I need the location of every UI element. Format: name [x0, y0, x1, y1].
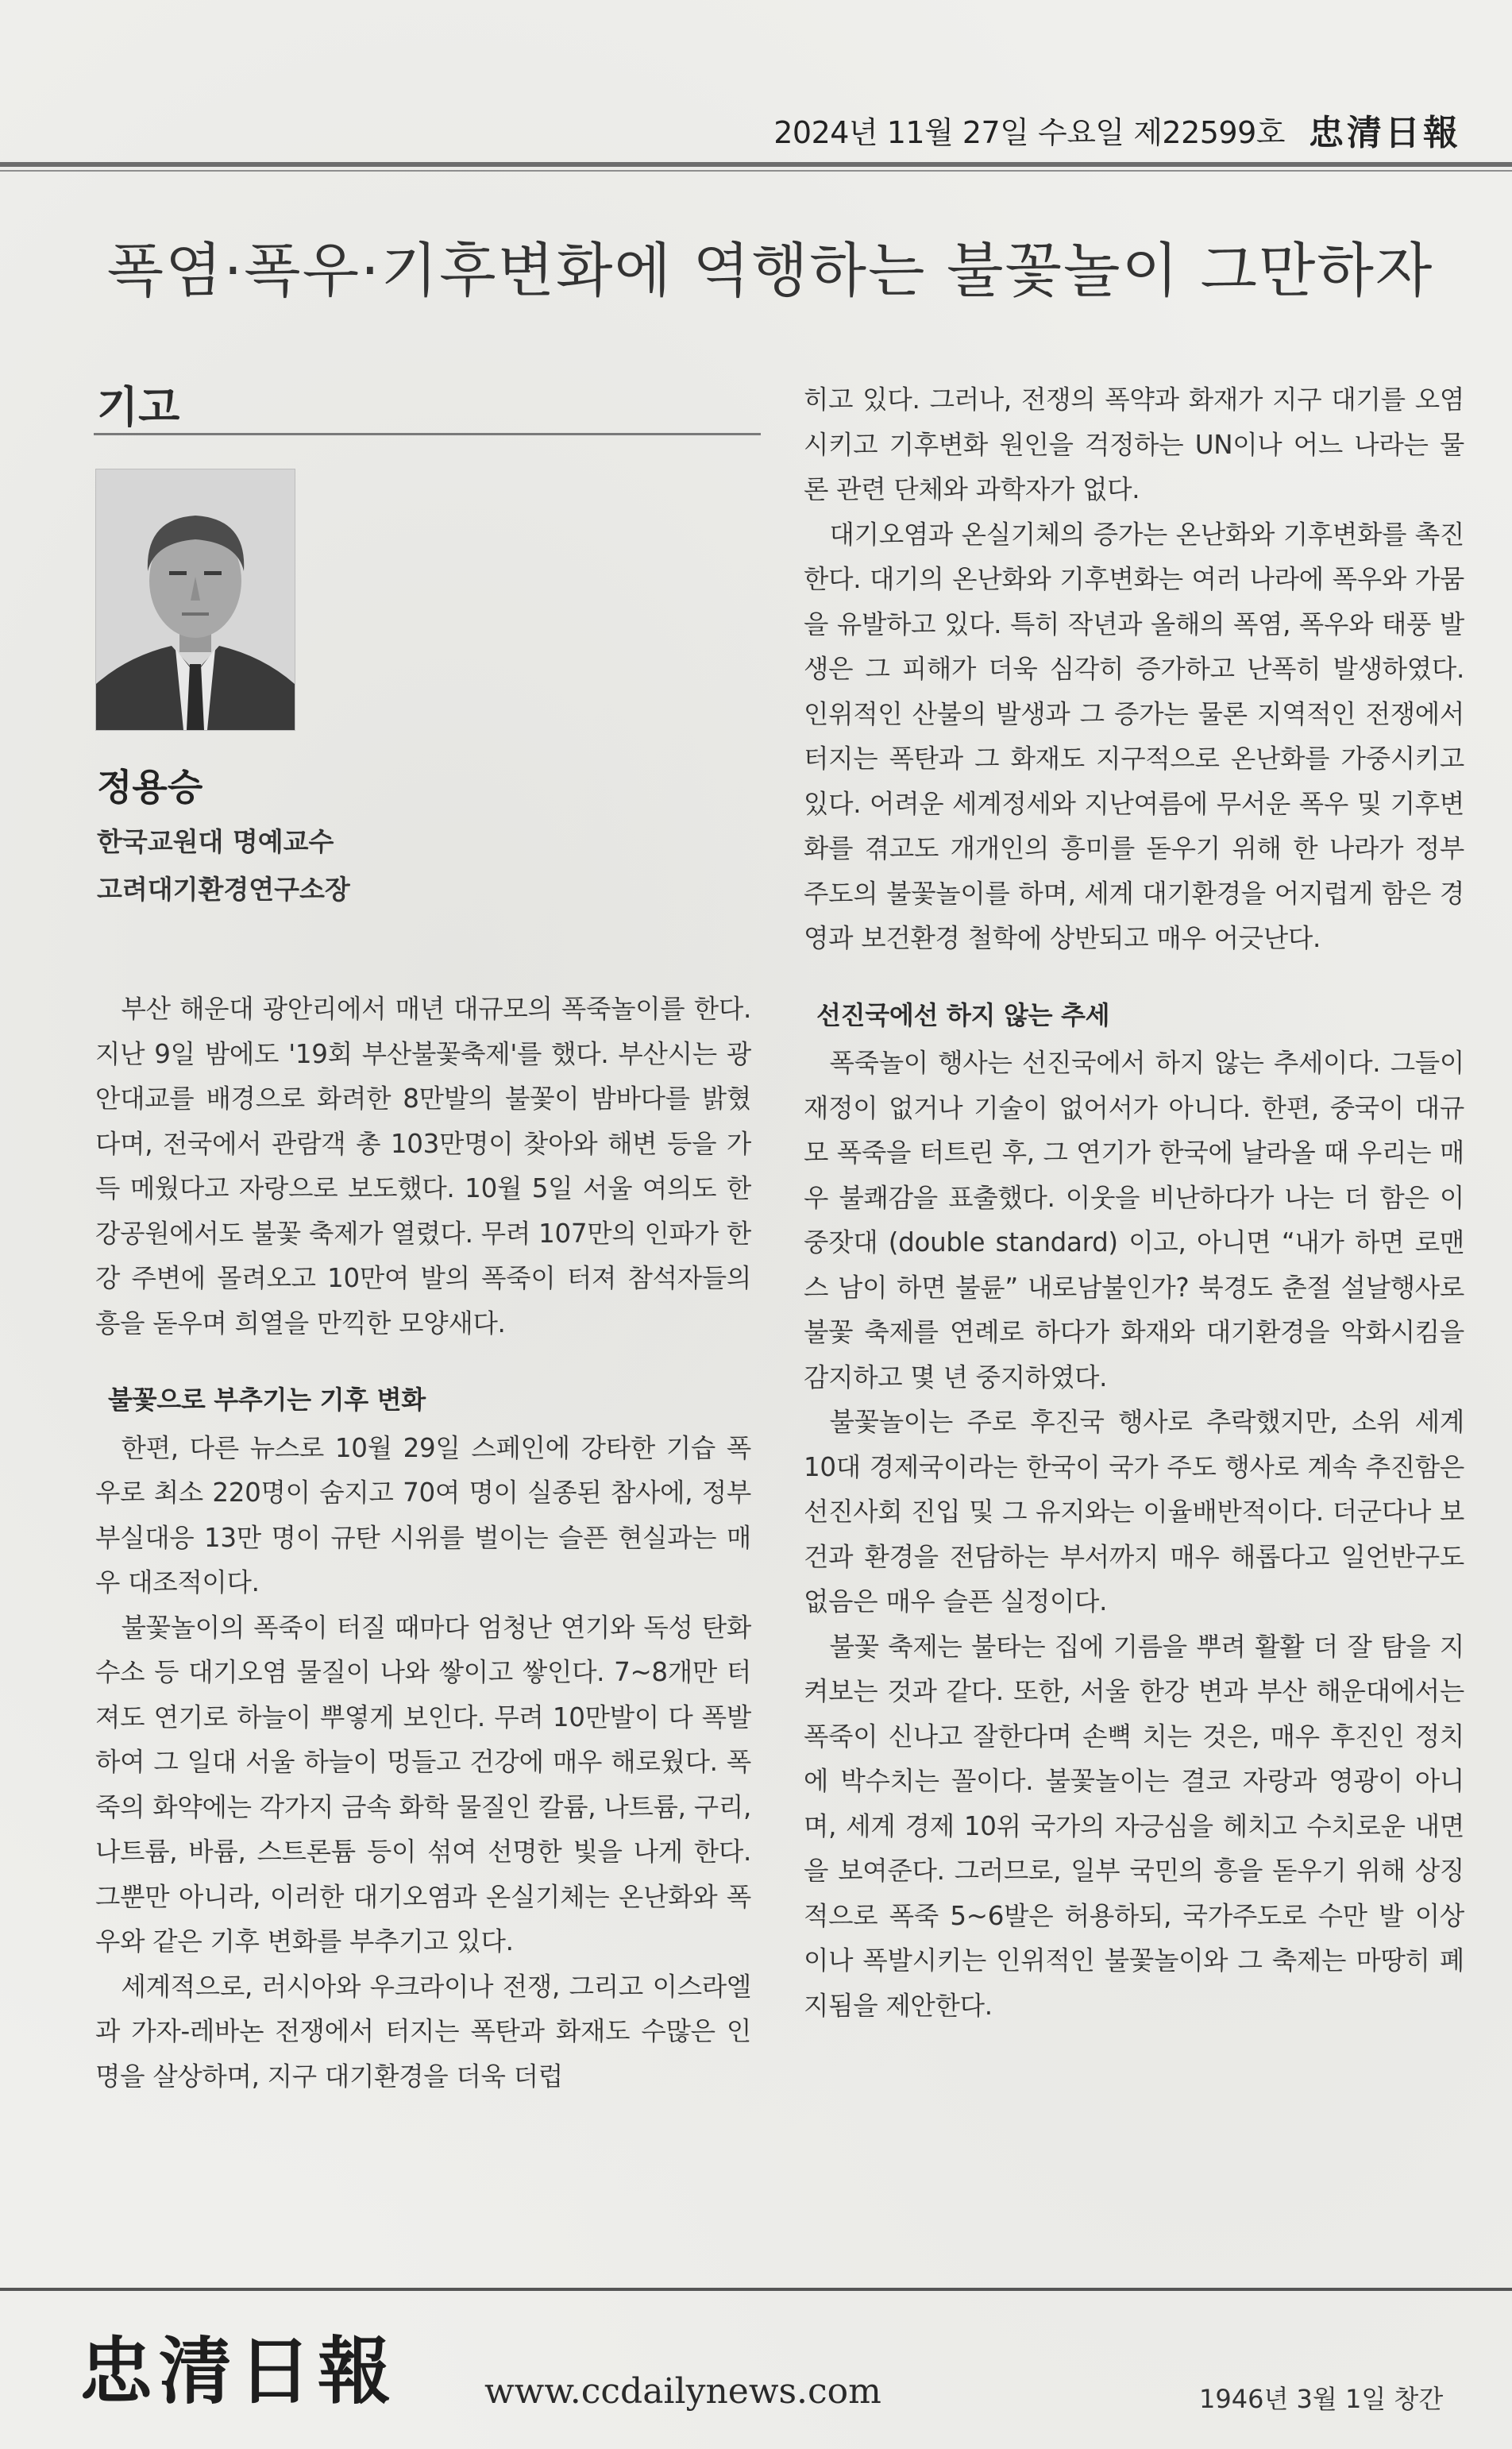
paragraph: 불꽃 축제는 불타는 집에 기름을 뿌려 활활 더 잘 탐을 지켜보는 것과 같다. 또한, 서울 한강 변과 부산 해운대에서는 폭죽이 신나고 잘한다며 손뼉 치는 것은, 매우 후진인 정치에 박수치는 꼴이다. 불꽃놀이는 결코 자랑과 영광이 아니며, 세계 경제 10위 국가의 자긍심을 헤치고 수치로운 내면을 보여준다. 그러므로, 일부 국민의 흥을 돋우기 위해 상징적으로 폭죽 5~6발은 허용하되, 국가주도로 수만 발 이상이나 폭발시키는 인위적인 불꽃놀이와 그 축제는 마땅히 폐지됨을 제안한다.: [804, 1631, 1464, 2021]
top-rule-thin: [0, 170, 1512, 172]
issue-date: 2024년 11월 27일 수요일 제22599호: [773, 114, 1285, 150]
footer-brand-logo: 忠清日報: [79, 2328, 398, 2414]
paragraph: 불꽃놀이의 폭죽이 터질 때마다 엄청난 연기와 독성 탄화수소 등 대기오염 물질이 나와 쌓이고 쌓인다. 7~8개만 터져도 연기로 하늘이 뿌옇게 보인다. 무려 10만발이 다 폭발하여 그 일대 서울 하늘이 멍들고 건강에 매우 해로웠다. 폭죽의 화약에는 각가지 금속 화학 물질인 칼륨, 나트륨, 구리, 나트륨, 바륨, 스트론튬 등이 섞여 선명한 빛을 나게 한다. 그뿐만 아니라, 이러한 대기오염과 온실기체는 온난화와 폭우와 같은 기후 변화를 부추기고 있다.: [95, 1612, 751, 1956]
paragraph: 부산 해운대 광안리에서 매년 대규모의 폭죽놀이를 한다. 지난 9일 밤에도 '19회 부산불꽃축제'를 했다. 부산시는 광안대교를 배경으로 화려한 8만발의 불꽃이 밤바다를 밝혔다며, 전국에서 관람객 총 103만명이 찾아와 해변 등을 가득 메웠다고 자랑으로 보도했다. 10월 5일 서울 여의도 한강공원에서도 불꽃 축제가 열렸다. 무려 107만의 인파가 한강 주변에 몰려오고 10만여 발의 폭죽이 터져 참석자들의 흥을 돋우며 희열을 만끽한 모양새다.: [95, 994, 751, 1338]
headline: 폭염·폭우·기후변화에 역행하는 불꽃놀이 그만하자: [106, 237, 1434, 305]
article-right-column: [804, 377, 1464, 2028]
author-name: 정용승: [97, 766, 203, 809]
subheading: 불꽃으로 부추기는 기후 변화: [108, 1385, 426, 1415]
footer-url-link[interactable]: www.ccdailynews.com: [484, 2371, 881, 2412]
article-left-column: [95, 987, 751, 2099]
subheading: 선진국에선 하지 않는 추세: [816, 999, 1110, 1030]
section-label: 기고: [97, 382, 180, 432]
paragraph: 히고 있다. 그러나, 전쟁의 폭약과 화재가 지구 대기를 오염시키고 기후변화 원인을 걱정하는 UN이나 어느 나라는 물론 관련 단체와 과학자가 없다.: [804, 384, 1464, 504]
masthead: [699, 102, 1461, 157]
author-title-institute: 고려대기환경연구소장: [97, 874, 350, 905]
top-rule: [0, 162, 1512, 167]
paragraph: 세계적으로, 러시아와 우크라이나 전쟁, 그리고 이스라엘과 가자-레바논 전쟁에서 터지는 폭탄과 화재도 수많은 인명을 살상하며, 지구 대기환경을 더욱 더럽: [95, 1971, 751, 2092]
author-photo: [95, 469, 295, 731]
bottom-rule: [0, 2288, 1512, 2291]
paragraph: 폭죽놀이 행사는 선진국에서 하지 않는 추세이다. 그들이 재정이 없거나 기술이 없어서가 아니다. 한편, 중국이 대규모 폭죽을 터트린 후, 그 연기가 한국에 날라올 때 우리는 매우 불쾌감을 표출했다. 이웃을 비난하다가 나는 더 함은 이중잣대 (double standard) 이고, 아니면 “내가 하면 로맨스 남이 하면 불륜” 내로남불인가? 북경도 춘절 설날행사로 불꽃 축제를 연례로 하다가 화재와 대기환경을 악화시킴을 감지하고 몇 년 중지하였다.: [804, 1048, 1464, 1393]
footer-founded-date: 1946년 3월 1일 창간: [1199, 2384, 1444, 2414]
section-rule: [94, 433, 761, 435]
author-title-professor: 한국교원대 명예교수: [97, 826, 334, 857]
masthead-brand: 忠清日報: [1309, 113, 1461, 153]
paragraph: 불꽃놀이는 주로 후진국 행사로 추락했지만, 소위 세계 10대 경제국이라는 한국이 국가 주도 행사로 계속 추진함은 선진사회 진입 및 그 유지와는 이율배반적이다. 더군다나 보건과 환경을 전담하는 부서까지 매우 해롭다고 일언반구도 없음은 매우 슬픈 실정이다.: [804, 1407, 1464, 1617]
paragraph: 대기오염과 온실기체의 증가는 온난화와 기후변화를 촉진한다. 대기의 온난화와 기후변화는 여러 나라에 폭우와 가뭄을 유발하고 있다. 특히 작년과 올해의 폭염, 폭우와 태풍 발생은 그 피해가 더욱 심각히 증가하고 난폭히 발생하였다. 인위적인 산불의 발생과 그 증가는 물론 지역적인 전쟁에서 터지는 폭탄과 그 화재도 지구적으로 온난화를 가중시키고 있다. 어려운 세계정세와 지난여름에 무서운 폭우 및 기후변화를 겪고도 개개인의 흥미를 돋우기 위해 한 나라가 정부 주도의 불꽃놀이를 하며, 세계 대기환경을 어지럽게 함은 경영과 보건환경 철학에 상반되고 매우 어긋난다.: [804, 519, 1464, 953]
portrait-image: [96, 469, 295, 730]
paragraph: 한편, 다른 뉴스로 10월 29일 스페인에 강타한 기습 폭우로 최소 220명이 숨지고 70여 명이 실종된 참사에, 정부 부실대응 13만 명이 규탄 시위를 벌이는 슬픈 현실과는 매우 대조적이다.: [95, 1432, 751, 1597]
